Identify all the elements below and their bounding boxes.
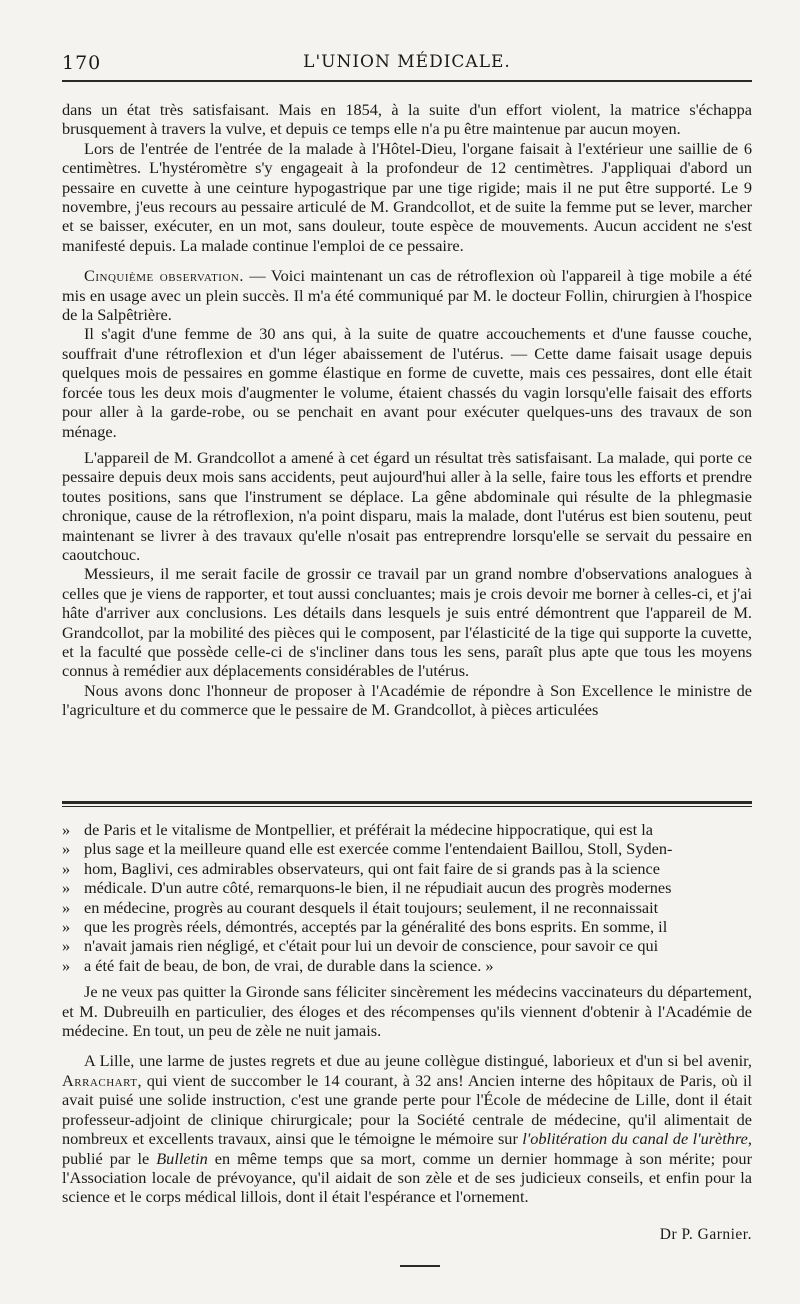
paragraph-fifth-observation [62, 266, 752, 324]
chronicle-body [62, 820, 752, 1207]
author-signature: Dr P. Garnier. [659, 1226, 752, 1243]
page-header [62, 52, 752, 76]
quote-line: » plus sage et la meilleure quand elle est exercée comme l'entendaient Baillou, Stoll, Syden- [62, 839, 673, 859]
article-body [62, 100, 752, 720]
paragraph-lille-obituary: A Lille, une larme de justes regrets et due au jeune collègue distingué, laborieux et d'un si bel avenir, Arrachart, qui vient de succomber le 14 courant, à 32 ans! Ancien interne des hôpitaux de Paris, où il avait puisé une solide instruction, c'est une grande perte pour l'École de médecine de Lille, dont il était professeur-adjoint de clinique chirurgicale; pour la Société centrale de médecine, qu'il alimentait de nombreux et excellents travaux, ainsi que le témoigne le mémoire sur l'oblitération du canal de l'urèthre, publié par le Bulletin en même temps que sa mort, comme un dernier hommage à son mérite; pour l'Association locale de prévoyance, qu'il aidait de son zèle et de ses judicieux conseils, et enfin pour la science et le corps médical lillois, dont il était l'espérance et l'ornement. [62, 1051, 752, 1207]
quote-line: » hom, Baglivi, ces admirables observateurs, qui ont fait faire de si grands pas à la science [62, 858, 660, 878]
quote-mark: » [62, 820, 71, 839]
deceased-name: Arrachart [62, 1070, 138, 1090]
running-title: L'UNION MÉDICALE. [303, 52, 511, 72]
paragraph-result: L'appareil de M. Grandcollot a amené à cet égard un résultat très satisfaisant. La malade, qui porte ce pessaire depuis deux mois sans accidents, peut aujourd'hui aller à la selle, faire tous les efforts et prendre toutes positions, sans que l'instrument se déplace. La gêne abdominale qui résulte de la phlegmasie chronique, cause de la rétroflexion, n'a point disparu, mais la malade, dont l'utérus est bien soutenu, peut maintenant se livrer à des travaux qu'elle n'osait pas entreprendre lorsqu'elle se servait du pessaire en caoutchouc. [62, 447, 752, 564]
quote-mark: » [62, 955, 71, 975]
quote-mark: » [62, 839, 71, 859]
paragraph-hotel-dieu: Lors de l'entrée de l'entrée de la malade à l'Hôtel-Dieu, l'organe faisait à l'extérieur une saillie de 6 centimètres. L'hystéromètre s'y engageait à la profondeur de 12 centimètres. J'appliquai d'abord un pessaire en cuvette à une ceinture hypogastrique par une tige rigide; mais il ne put être supporté. Le 9 novembre, j'eus recours au pessaire articulé de M. Grandcollot, et de suite la femme put se lever, marcher et se baisser, exécuter, en un mot, sans douleur, toute espèce de mouvements. Aucun accident ne s'est manifesté depuis. La malade continue l'emploi de ce pessaire. [62, 138, 752, 255]
paragraph-proposal: Nous avons donc l'honneur de proposer à l'Académie de répondre à Son Excellence le ministre de l'agriculture et du commerce que le pessaire de M. Grandcollot, à pièces articulées [62, 680, 752, 720]
section-divider-thin [62, 806, 752, 807]
quoted-passage [62, 820, 752, 975]
page-number: 170 [62, 52, 102, 74]
observation-text: — Voici maintenant un cas de rétroflexion où l'appareil à tige mobile a été mis en usage avec un plein succès. Il m'a été communiqué par M. le docteur Follin, chirurgien à l'hospice de la Salpêtrière. [62, 266, 752, 325]
quote-mark: » [62, 897, 71, 917]
quote-line: » a été fait de beau, de bon, de vrai, de durable dans la science. » [62, 955, 494, 975]
paragraph-continuation: dans un état très satisfaisant. Mais en 1854, à la suite d'un effort violent, la matrice s'échappa brusquement à travers la vulve, et depuis ce temps elle n'a pu être maintenue par aucun moyen. [62, 100, 752, 139]
quote-line: » n'avait jamais rien négligé, et c'était pour lui un devoir de conscience, pour savoir ce qui [62, 936, 659, 956]
header-rule [62, 80, 752, 82]
end-rule [400, 1265, 440, 1267]
paragraph-gironde: Je ne veux pas quitter la Gironde sans féliciter sincèrement les médecins vaccinateurs du département, et M. Dubreuilh en particulier, des éloges et des récompenses qu'ils viennent d'obtenir à l'Académie de médecine. En tout, un peu de zèle ne nuit jamais. [62, 982, 752, 1041]
quote-mark: » [62, 878, 71, 898]
quote-line: » de Paris et le vitalisme de Montpellier, et préférait la médecine hippocratique, qui est la [62, 820, 653, 839]
quote-mark: » [62, 936, 71, 956]
quote-mark: » [62, 917, 71, 937]
work-title: l'oblitération du canal de l'urèthre [522, 1129, 748, 1149]
section-divider-thick [62, 801, 752, 804]
quote-line: » en médecine, progrès au courant desquels il était toujours; seulement, il ne reconnaissait [62, 897, 659, 917]
paragraph-conclusions: Messieurs, il me serait facile de grossir ce travail par un grand nombre d'observations analogues à celles que je viens de rapporter, et tout aussi concluantes; mais je crois devoir me borner à celles-ci, et j'ai hâte d'arriver aux conclusions. Les détails dans lesquels je suis entré démontrent que l'appareil de M. Grandcollot, par la mobilité des pièces qui le composent, par l'élasticité de la tige qui supporte la cuvette, et la faculté que possède celle-ci de s'incliner dans tous les sens, paraît plus apte que tous les moyens connus à remédier aux déplacements considérables de l'utérus. [62, 564, 752, 681]
quote-line: » médicale. D'un autre côté, remarquons-le bien, il ne répudiait aucun des progrès modernes [62, 878, 672, 898]
observation-heading: Cinquième observation. [84, 266, 244, 286]
journal-name: Bulletin [156, 1148, 208, 1168]
quote-mark: » [62, 858, 71, 878]
paragraph-case-description: Il s'agit d'une femme de 30 ans qui, à la suite de quatre accouchements et d'une fausse couche, souffrait d'une rétroflexion et d'un léger abaissement de l'utérus. — Cette dame faisait usage depuis quelques mois de pessaires en gomme élastique en forme de cuvette, mais ces pessaires, dont elle était forcée tous les deux mois d'augmenter le volume, étaient chassés du vagin lorsqu'elle faisait des efforts pour aller à la garde-robe, ou se penchait en avant pour exécuter quelques-uns des travaux de son ménage. [62, 324, 752, 441]
quote-line: » que les progrès réels, démontrés, acceptés par la généralité des bons esprits. En somme, il [62, 917, 668, 937]
